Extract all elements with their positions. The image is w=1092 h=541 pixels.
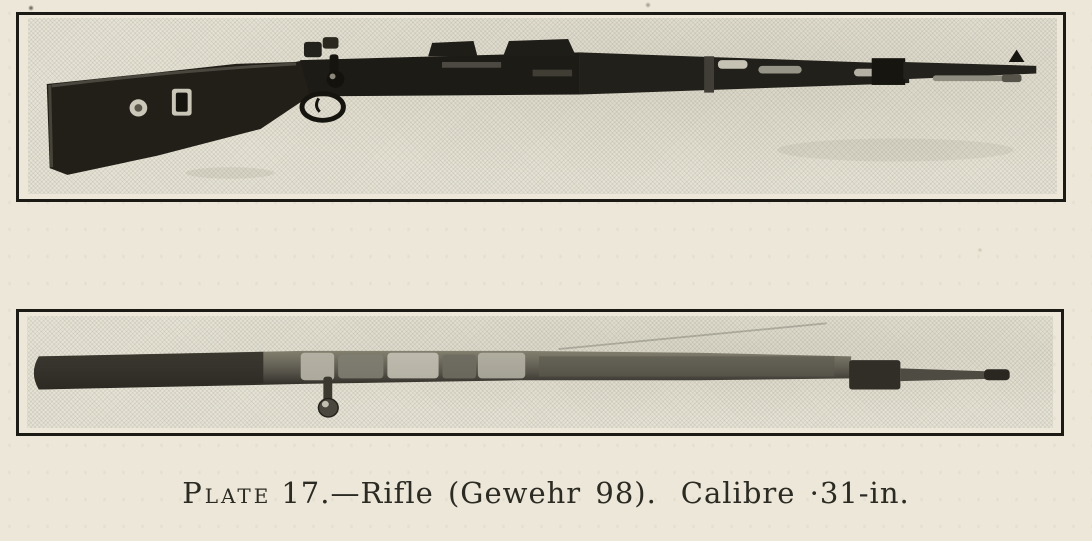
- bolt-knob: [327, 71, 345, 88]
- butt-top-view: [34, 352, 263, 390]
- safety-lever: [323, 37, 339, 48]
- rear-sight-base: [428, 41, 477, 56]
- bolt-knob: [318, 399, 338, 417]
- trigger: [317, 98, 320, 111]
- rifle-side-view-photo: [28, 18, 1057, 194]
- receiver-glint: [533, 70, 572, 77]
- figure-frame-side-view: [16, 12, 1066, 202]
- action-glint: [338, 355, 383, 379]
- action-glint: [387, 353, 438, 379]
- rifle-top-view-illustration: [27, 316, 1053, 428]
- fore-end-glint: [718, 60, 748, 69]
- caption-plate-label: Plate: [182, 476, 272, 510]
- sling-slot-hole: [176, 93, 188, 112]
- figure-frame-top-view: [16, 309, 1064, 436]
- parade-hook-tip: [1002, 74, 1022, 82]
- caption-title: 17.—Rifle (Gewehr 98).: [281, 476, 657, 510]
- bolt-knob-highlight: [322, 401, 329, 407]
- bolt-knob-highlight: [330, 73, 336, 79]
- receiver-glint: [442, 62, 501, 68]
- front-band: [849, 360, 900, 389]
- muzzle-tip: [984, 369, 1010, 380]
- stock-washer-center: [134, 104, 142, 112]
- trigger-guard: [302, 94, 343, 121]
- barrel-band: [704, 56, 714, 92]
- scan-scratch: [559, 323, 827, 349]
- rifle-top-view-photo: [27, 316, 1053, 428]
- rifle-side-view-illustration: [28, 18, 1057, 194]
- photo-smudge: [777, 139, 1014, 162]
- action-glint: [443, 355, 476, 379]
- nose-cap: [872, 58, 906, 85]
- fore-end-glint: [758, 66, 801, 74]
- plate-caption: [0, 476, 1092, 510]
- handguard-top-view: [539, 356, 834, 376]
- rear-sight-leaf: [503, 39, 576, 56]
- front-sight: [1009, 50, 1025, 62]
- butt-stock: [47, 60, 310, 175]
- action-glint: [301, 353, 334, 381]
- action-glint: [478, 353, 525, 379]
- bolt-shroud: [304, 42, 322, 57]
- caption-calibre: Calibre ·31-in.: [680, 476, 910, 510]
- photo-smudge: [186, 167, 275, 178]
- butt-plate: [50, 85, 52, 167]
